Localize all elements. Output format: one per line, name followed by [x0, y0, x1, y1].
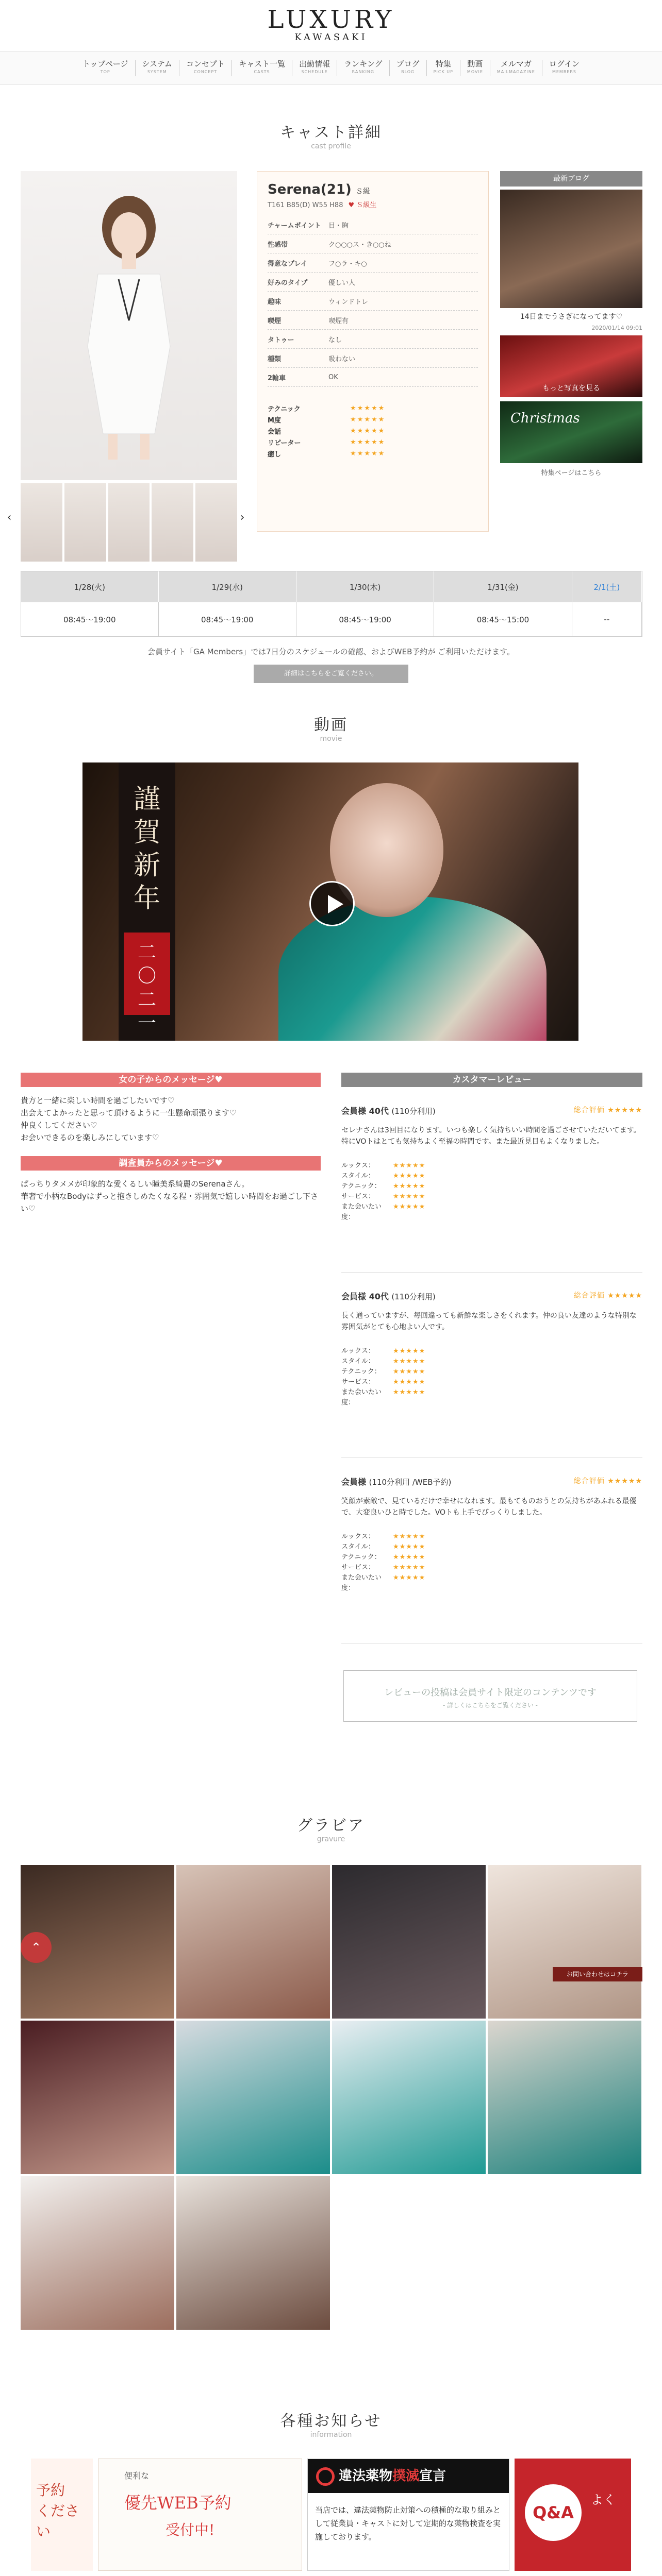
cast-field-value: なし [328, 336, 342, 344]
nav-item-sub: SYSTEM [147, 70, 167, 74]
review-author [341, 1105, 436, 1116]
new-year-char: 新 [133, 850, 160, 881]
nav-item-label: キャスト一覧 [239, 59, 286, 69]
logo-sub: KAWASAKI [294, 32, 368, 43]
review-score-stars: ★★★★★ [393, 1553, 426, 1561]
nav-item[interactable] [292, 60, 337, 76]
cast-main-photo[interactable] [21, 171, 237, 480]
gravure-photo[interactable] [176, 2176, 330, 2330]
review-score-row [341, 1573, 642, 1594]
review-author [341, 1290, 436, 1302]
review-card [341, 1087, 642, 1273]
cast-field-value: 吸わない [328, 355, 356, 363]
drug-free-b: 撲滅 [392, 2468, 420, 2484]
news-slide-faq[interactable] [515, 2459, 631, 2571]
schedule-day: 1/31(金) [434, 571, 572, 602]
review-overall-stars: ★★★★★ [607, 1477, 642, 1485]
news-title-jp: 各種お知らせ [280, 2412, 382, 2430]
new-year-char: 謹 [133, 784, 160, 815]
cast-field-key: 好みのタイプ [268, 279, 308, 287]
cast-field-row [268, 273, 478, 292]
review-usage: (110分利用) [391, 1107, 436, 1116]
reviews-column [341, 1073, 642, 1709]
contact-tag[interactable]: お問い合わせはコチラ [553, 1967, 642, 1981]
review-score-row [341, 1367, 642, 1377]
gravure-title-en: gravure [317, 1835, 345, 1843]
cast-size: T161 B85(D) W55 H88 [268, 201, 343, 209]
review-score-row [341, 1161, 642, 1171]
nav-item-label: 特集 [435, 59, 451, 69]
nav-item[interactable] [337, 60, 390, 76]
year-char: 〇 [137, 965, 156, 987]
movie-title-jp: 動画 [314, 716, 348, 734]
cast-field-value: ウィンドトレ [328, 298, 369, 306]
cast-rating-stars: ★★★★★ [350, 449, 386, 457]
cast-rating-key: 会話 [268, 428, 282, 436]
member-note: 会員サイト「GA Members」では7日分のスケジュールの確認、およびWEB予約が ご利用いただけます。 [147, 647, 515, 656]
review-score-key: サービス： [341, 1564, 375, 1571]
cast-name-text: Serena(21) [268, 182, 352, 197]
review-score-key: また会いたい度： [341, 1388, 382, 1406]
year-char: 一 [137, 1013, 156, 1034]
web-reserve-small: 便利な [124, 2471, 150, 2481]
gravure-photo[interactable] [176, 2021, 330, 2174]
nav-item[interactable] [76, 60, 136, 76]
review-score-key: スタイル： [341, 1358, 375, 1365]
review-score-stars: ★★★★★ [393, 1182, 426, 1190]
nav-item[interactable] [390, 60, 427, 76]
site-header [0, 0, 662, 52]
news-slide-1-text: 予約 ください [36, 2482, 80, 2540]
thumb-prev-icon[interactable]: ‹ [7, 511, 12, 524]
blog-image[interactable] [500, 190, 642, 308]
cast-field-key: 2輪車 [268, 374, 286, 382]
review-text: セレナさんは3回目になります。いつも楽しく気持ちいい時間を過ごさせていただいてます。特にVOトはとても気持ちよく至福の時間です。また最近見目もよくなりました。 [341, 1126, 641, 1146]
cast-rank: Ｓ級 [355, 188, 370, 196]
nav-item[interactable] [542, 60, 586, 76]
cast-rating-row [268, 448, 478, 459]
nav-item[interactable] [136, 60, 180, 76]
review-scores [341, 1346, 642, 1408]
review-score-stars: ★★★★★ [393, 1543, 426, 1551]
review-score-key: また会いたい度： [341, 1203, 382, 1221]
new-year-banner [119, 762, 175, 1041]
review-score-row [341, 1357, 642, 1367]
new-year-char: 年 [133, 883, 160, 914]
cast-field-key: 趣味 [268, 298, 282, 306]
review-score-row [341, 1532, 642, 1542]
review-usage: (110分利用 /WEB予約) [369, 1478, 452, 1487]
nav-item-label: コンセプト [186, 59, 225, 69]
cast-rating-row [268, 402, 478, 414]
cast-field-row [268, 292, 478, 311]
schedule-day: 1/29(水) [158, 571, 296, 602]
feature-link[interactable]: 特集ページはこちら [541, 469, 602, 477]
cast-field-value: 喫煙有 [328, 317, 349, 325]
profile-title [0, 120, 662, 150]
review-score-key: テクニック： [341, 1182, 381, 1190]
cast-field-value: OK [328, 373, 338, 381]
review-overall-stars: ★★★★★ [607, 1106, 642, 1114]
review-score-stars: ★★★★★ [393, 1388, 426, 1396]
photo-thumbnails [21, 483, 237, 562]
cast-rating-stars: ★★★★★ [350, 404, 386, 412]
review-score-stars: ★★★★★ [393, 1368, 426, 1376]
schedule-day: 1/28(火) [21, 571, 158, 602]
review-author-name: 会員様 [341, 1477, 369, 1487]
review-score-key: ルックス： [341, 1347, 375, 1355]
nav-item-sub: MOVIE [467, 70, 483, 74]
faq-icon: Q&A [525, 2484, 582, 2541]
nav-item-label: ログイン [549, 59, 580, 69]
review-score-row [341, 1181, 642, 1192]
gravure-photo[interactable] [488, 2021, 641, 2174]
cast-field-key: 得意なプレイ [268, 260, 307, 268]
nav-item[interactable] [427, 60, 460, 76]
nav-item-sub: CONCEPT [193, 70, 218, 74]
christmas-banner[interactable] [500, 401, 642, 463]
review-author [341, 1476, 451, 1487]
cast-field-value: 優しい人 [328, 279, 356, 287]
cast-rating-row [268, 414, 478, 425]
review-score-stars: ★★★★★ [393, 1203, 426, 1211]
gravure-photo[interactable] [21, 2021, 174, 2174]
schedule-day: 2/1(土) [572, 571, 641, 602]
nav-item-sub: MAILMAGAZINE [496, 70, 535, 74]
review-scores [341, 1532, 642, 1594]
review-score-stars: ★★★★★ [393, 1347, 426, 1355]
nav-item[interactable] [460, 60, 490, 76]
review-note-banner[interactable] [343, 1670, 637, 1722]
review-score-row [341, 1346, 642, 1357]
schedule-day: 1/30(木) [296, 571, 434, 602]
nav-item-label: システム [142, 59, 173, 69]
review-usage: (110分利用) [391, 1292, 436, 1301]
review-overall-label: 総合評価 [573, 1292, 608, 1300]
nav-item-label: ランキング [344, 59, 383, 69]
nav-item[interactable] [179, 60, 232, 76]
review-score-stars: ★★★★★ [393, 1533, 426, 1540]
global-nav [0, 52, 662, 84]
review-score-key: スタイル： [341, 1172, 375, 1180]
more-photos-banner[interactable] [500, 335, 642, 397]
member-detail-button[interactable]: 詳細はこちらをご覧ください。 [254, 665, 408, 683]
schedule-time: 08:45〜19:00 [158, 602, 296, 636]
gravure-photo[interactable] [488, 1865, 641, 2019]
new-year-text [119, 783, 175, 915]
review-score-stars: ★★★★★ [393, 1378, 426, 1386]
cast-fields [268, 215, 478, 387]
review-score-key: テクニック： [341, 1368, 381, 1376]
review-score-row [341, 1202, 642, 1223]
drug-free-a: 違法薬物 [339, 2468, 393, 2484]
cast-field-key: 喫煙 [268, 317, 282, 325]
review-score-key: また会いたい度： [341, 1574, 382, 1592]
gravure-title-jp: グラビア [297, 1817, 365, 1835]
cast-info-box [257, 171, 489, 532]
nav-item-label: 出勤情報 [299, 59, 330, 69]
nav-item-sub: SCHEDULE [301, 70, 328, 74]
review-note-a: レビューの投稿は会員サイト限定のコンテンツです [384, 1687, 597, 1698]
movie-title-en: movie [320, 735, 342, 743]
reviews-head: カスタマーレビュー [341, 1073, 642, 1087]
thumb[interactable] [64, 483, 106, 562]
review-scores [341, 1161, 642, 1223]
cast-rating-key: リピーター [268, 439, 301, 447]
thumb-next-icon[interactable]: › [240, 511, 245, 524]
web-reserve-open: 受付中! [166, 2521, 215, 2538]
review-score-key: サービス： [341, 1378, 375, 1386]
nav-item-label: ブログ [396, 59, 420, 69]
schedule-table [21, 571, 642, 637]
news-slide-web-reserve[interactable] [98, 2459, 302, 2571]
profile-title-en: cast profile [311, 142, 351, 150]
gravure-grid [21, 1865, 642, 2329]
review-top [341, 1476, 642, 1487]
cast-profile [7, 171, 642, 563]
review-text: 長く通っていますが、毎回違っても新鮮な楽しさをくれます。仲の良い友達のような特別な雰囲気がとても心地よい人です。 [341, 1312, 637, 1331]
schedule-time: -- [572, 602, 641, 636]
review-text: 笑顔が素敵で、見ているだけで幸せになれます。最もてものおうとの気持ちがあふれる最優で、大変良いひと時でした。VOトも上手でびっくりしました。 [341, 1497, 637, 1517]
nav-item[interactable] [232, 60, 292, 76]
cast-field-value: ク○○○ス・き○○ね [328, 241, 391, 249]
year-char: 二 [137, 942, 156, 963]
schedule-time: 08:45〜15:00 [434, 602, 572, 636]
review-score-key: テクニック： [341, 1553, 381, 1561]
review-overall [574, 1290, 642, 1302]
review-score-stars: ★★★★★ [393, 1574, 426, 1582]
cast-rating-row [268, 436, 478, 448]
web-reserve-title: 優先WEB予約 [124, 2493, 231, 2513]
cast-field-key: 性感帯 [268, 241, 288, 249]
review-note-b: - 詳しくはこちらをご覧ください - [443, 1702, 538, 1709]
message-body: 貴方と一緒に楽しい時間を過ごしたいです♡ 出会えてよかったと思って頂けるように一生懸命頑張ります♡ 仲良くしてください♡ お会いできるのを楽しみにしています♡ [21, 1096, 237, 1142]
message-head: 女の子からのメッセージ♥ [21, 1073, 321, 1087]
review-score-stars: ★★★★★ [393, 1193, 426, 1200]
news-title [0, 2408, 662, 2439]
cast-field-row [268, 330, 478, 349]
review-score-stars: ★★★★★ [393, 1162, 426, 1170]
scroll-up-icon[interactable]: ⌃ [21, 1932, 52, 1963]
cast-field-row [268, 234, 478, 253]
review-score-key: ルックス： [341, 1533, 375, 1540]
gravure-photo[interactable] [176, 1865, 330, 2019]
nav-item-sub: BLOG [401, 70, 415, 74]
review-score-stars: ★★★★★ [393, 1564, 426, 1571]
cast-rating-stars: ★★★★★ [350, 438, 386, 446]
thumb[interactable] [195, 483, 237, 562]
review-overall [574, 1105, 642, 1116]
cast-measurements [268, 199, 478, 209]
review-overall [574, 1476, 642, 1487]
thumb[interactable] [108, 483, 150, 562]
drug-free-text: 当店では、違法薬物防止対策への積極的な取り組みとして従業員・キャストに対して定期的な薬物検査を実施しております。 [315, 2505, 501, 2541]
review-score-stars: ★★★★★ [393, 1358, 426, 1365]
blog-head: 最新ブログ [500, 171, 642, 187]
cast-field-value: 目・胸 [328, 222, 349, 230]
cast-rating-key: テクニック [268, 405, 301, 413]
cast-field-key: タトゥー [268, 336, 294, 344]
news-title-en: information [310, 2431, 352, 2439]
review-overall-label: 総合評価 [573, 1106, 608, 1114]
news-slide-1[interactable] [31, 2459, 93, 2571]
year-char: 二 [137, 989, 156, 1010]
nav-item-sub: MEMBERS [552, 70, 577, 74]
cast-name [268, 182, 478, 197]
new-year-year [124, 933, 170, 1034]
schedule-time: 08:45〜19:00 [296, 602, 434, 636]
profile-title-jp: キャスト詳細 [280, 124, 382, 142]
news-slide-drug-free[interactable] [307, 2459, 509, 2571]
cast-field-key: 種類 [268, 355, 282, 363]
more-photos-label: もっと写真を見る [542, 384, 600, 393]
news-carousel [31, 2459, 631, 2571]
message-head: 調査員からのメッセージ♥ [21, 1156, 321, 1171]
nav-item-sub: TOP [100, 70, 110, 74]
latest-blog [500, 171, 642, 477]
logo[interactable]: LUXURY [267, 5, 395, 34]
cast-rating-key: M度 [268, 416, 281, 425]
cast-field-key: チャームポイント [268, 222, 321, 230]
cast-ratings [268, 402, 478, 459]
movie-title [0, 712, 662, 743]
drug-free-head [308, 2459, 509, 2493]
cast-rating-row [268, 425, 478, 436]
nav-item-sub: RANKING [352, 70, 375, 74]
nav-item-sub: CASTS [254, 70, 270, 74]
review-list [341, 1087, 642, 1643]
review-author-name: 会員様 40代 [341, 1106, 392, 1116]
blog-date: 2020/01/14 09:01 [591, 325, 642, 331]
review-score-key: ルックス： [341, 1162, 375, 1170]
drug-free-c: 宣言 [419, 2468, 446, 2484]
cast-field-row [268, 349, 478, 368]
cast-rating-key: 癒し [268, 450, 282, 459]
christmas-label: Christmas [510, 411, 580, 426]
review-author-name: 会員様 40代 [341, 1292, 392, 1301]
ban-icon [316, 2467, 335, 2486]
review-overall-label: 総合評価 [573, 1477, 608, 1485]
cast-figure-image [77, 192, 180, 460]
review-score-row [341, 1552, 642, 1563]
nav-item-label: メルマガ [500, 59, 532, 69]
review-top [341, 1290, 642, 1302]
message-body: ぱっちりタメメが印象的な愛くるしい瞳美系綺麗のSerenaさん。 華奢で小柄なBodyはずっと抱きしめたくなる程・雰囲気で嬉しい時間をお過ごし下さい♡ [21, 1179, 318, 1213]
gravure-photo[interactable] [332, 2021, 486, 2174]
faq-text: よく [591, 2493, 616, 2507]
review-score-key: スタイル： [341, 1543, 375, 1551]
play-icon[interactable] [309, 881, 355, 926]
thumb[interactable] [21, 483, 62, 562]
cast-rating-stars: ★★★★★ [350, 427, 386, 435]
nav-item-sub: PICK UP [433, 70, 453, 74]
review-score-row [341, 1192, 642, 1202]
nav-item[interactable] [490, 60, 542, 76]
review-score-stars: ★★★★★ [393, 1172, 426, 1180]
messages-column [21, 1073, 321, 1227]
review-score-row [341, 1563, 642, 1573]
review-score-row [341, 1542, 642, 1552]
cast-field-value: フ○ラ・キ○ [328, 260, 367, 268]
gravure-photo[interactable] [332, 1865, 486, 2019]
review-card [341, 1458, 642, 1643]
cast-field-row [268, 311, 478, 330]
cast-rating-stars: ★★★★★ [350, 415, 386, 423]
cast-hot-badge: ♥ Ｓ級生 [348, 201, 377, 209]
gravure-title [0, 1812, 662, 1843]
blog-caption[interactable]: 14日までうさぎになってます♡ [520, 313, 623, 321]
review-overall-stars: ★★★★★ [607, 1292, 642, 1300]
review-score-row [341, 1387, 642, 1408]
cast-hot-text: Ｓ級生 [356, 201, 377, 209]
gravure-photo[interactable] [21, 2176, 174, 2330]
thumb[interactable] [152, 483, 193, 562]
cast-field-row [268, 253, 478, 273]
new-year-char: 賀 [133, 817, 160, 848]
cast-field-row [268, 368, 478, 387]
review-top [341, 1105, 642, 1116]
schedule-time: 08:45〜19:00 [21, 602, 158, 636]
review-score-row [341, 1171, 642, 1181]
nav-item-label: トップページ [82, 59, 128, 69]
review-card [341, 1273, 642, 1458]
nav-item-label: 動画 [467, 59, 483, 69]
review-score-row [341, 1377, 642, 1387]
review-score-key: サービス： [341, 1193, 375, 1200]
cast-field-row [268, 215, 478, 234]
video-player[interactable] [82, 762, 578, 1041]
